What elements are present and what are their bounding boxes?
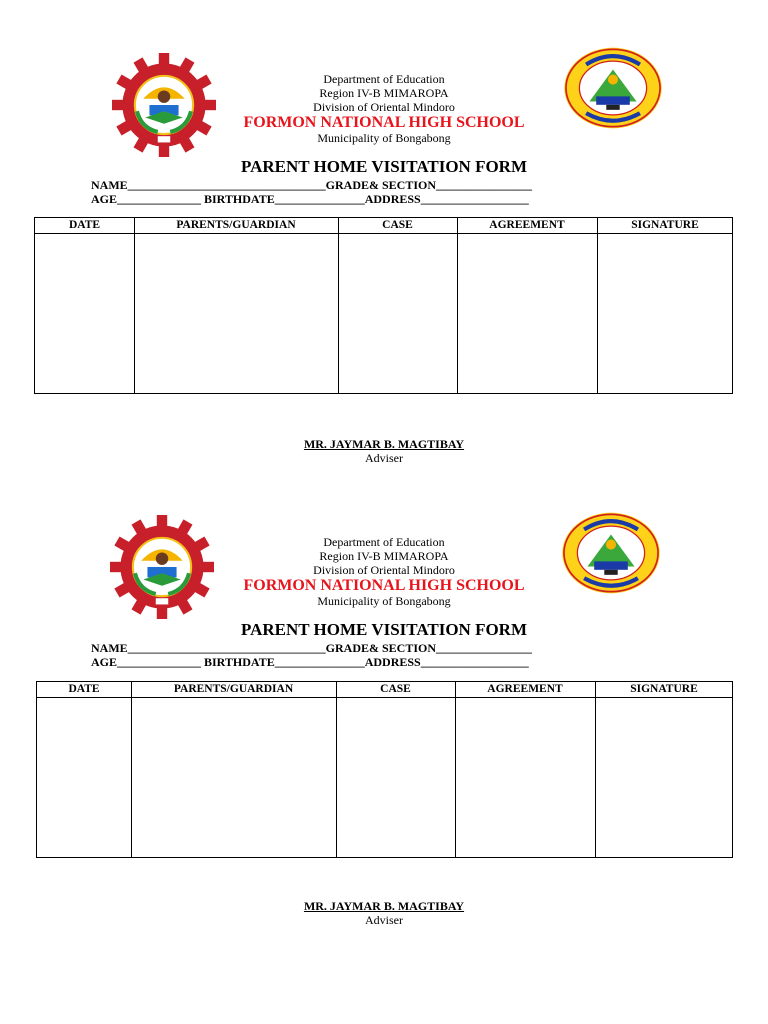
adviser-role: Adviser xyxy=(365,451,403,465)
adviser-name: MR. JAYMAR B. MAGTIBAY xyxy=(303,437,465,451)
visitation-form-2 xyxy=(0,463,768,926)
column-header-agreement: AGREEMENT xyxy=(489,219,565,231)
column-header-parents-guardian: PARENTS/GUARDIAN xyxy=(176,219,296,231)
school-name: FORMON NATIONAL HIGH SCHOOL xyxy=(243,114,525,131)
division-text: Division of Oriental Mindoro xyxy=(313,100,455,114)
table-column-divider xyxy=(131,682,132,857)
region-text: Region IV-B MIMAROPA xyxy=(319,86,449,100)
municipality-text: Municipality of Bongabong xyxy=(317,594,451,608)
table-column-divider xyxy=(134,218,135,393)
column-header-signature: SIGNATURE xyxy=(630,683,698,695)
table-column-divider xyxy=(455,682,456,857)
adviser-role: Adviser xyxy=(365,913,403,927)
adviser-name: MR. JAYMAR B. MAGTIBAY xyxy=(303,899,465,913)
region-text: Region IV-B MIMAROPA xyxy=(319,549,449,563)
table-column-divider xyxy=(597,218,598,393)
department-text: Department of Education xyxy=(323,535,445,549)
visitation-table xyxy=(34,217,733,394)
column-header-date: DATE xyxy=(68,219,101,231)
municipality-text: Municipality of Bongabong xyxy=(317,131,451,145)
name-grade-field-line: NAME_________________________________GRADE& SECTION________________ xyxy=(91,178,533,192)
table-column-divider xyxy=(457,218,458,393)
form-title: PARENT HOME VISITATION FORM xyxy=(240,620,528,639)
visitation-table xyxy=(36,681,733,858)
column-header-date: DATE xyxy=(68,683,100,695)
name-grade-field-line: NAME_________________________________GRADE& SECTION________________ xyxy=(91,641,533,655)
column-header-case: CASE xyxy=(382,219,413,231)
age-birthdate-address-field-line: AGE______________ BIRTHDATE_______________ADDRESS__________________ xyxy=(91,655,529,669)
table-header-divider xyxy=(35,233,732,234)
column-header-agreement: AGREEMENT xyxy=(487,683,563,695)
column-header-signature: SIGNATURE xyxy=(631,219,699,231)
table-column-divider xyxy=(336,682,337,857)
column-header-parents-guardian: PARENTS/GUARDIAN xyxy=(173,683,294,695)
table-column-divider xyxy=(338,218,339,393)
visitation-form-1 xyxy=(0,0,768,463)
division-text: Division of Oriental Mindoro xyxy=(313,563,455,577)
department-text: Department of Education xyxy=(323,72,445,86)
school-name: FORMON NATIONAL HIGH SCHOOL xyxy=(243,577,525,594)
table-header-divider xyxy=(37,697,732,698)
column-header-case: CASE xyxy=(380,683,411,695)
age-birthdate-address-field-line: AGE______________ BIRTHDATE_______________ADDRESS__________________ xyxy=(91,192,529,206)
table-column-divider xyxy=(595,682,596,857)
form-title: PARENT HOME VISITATION FORM xyxy=(240,157,528,176)
